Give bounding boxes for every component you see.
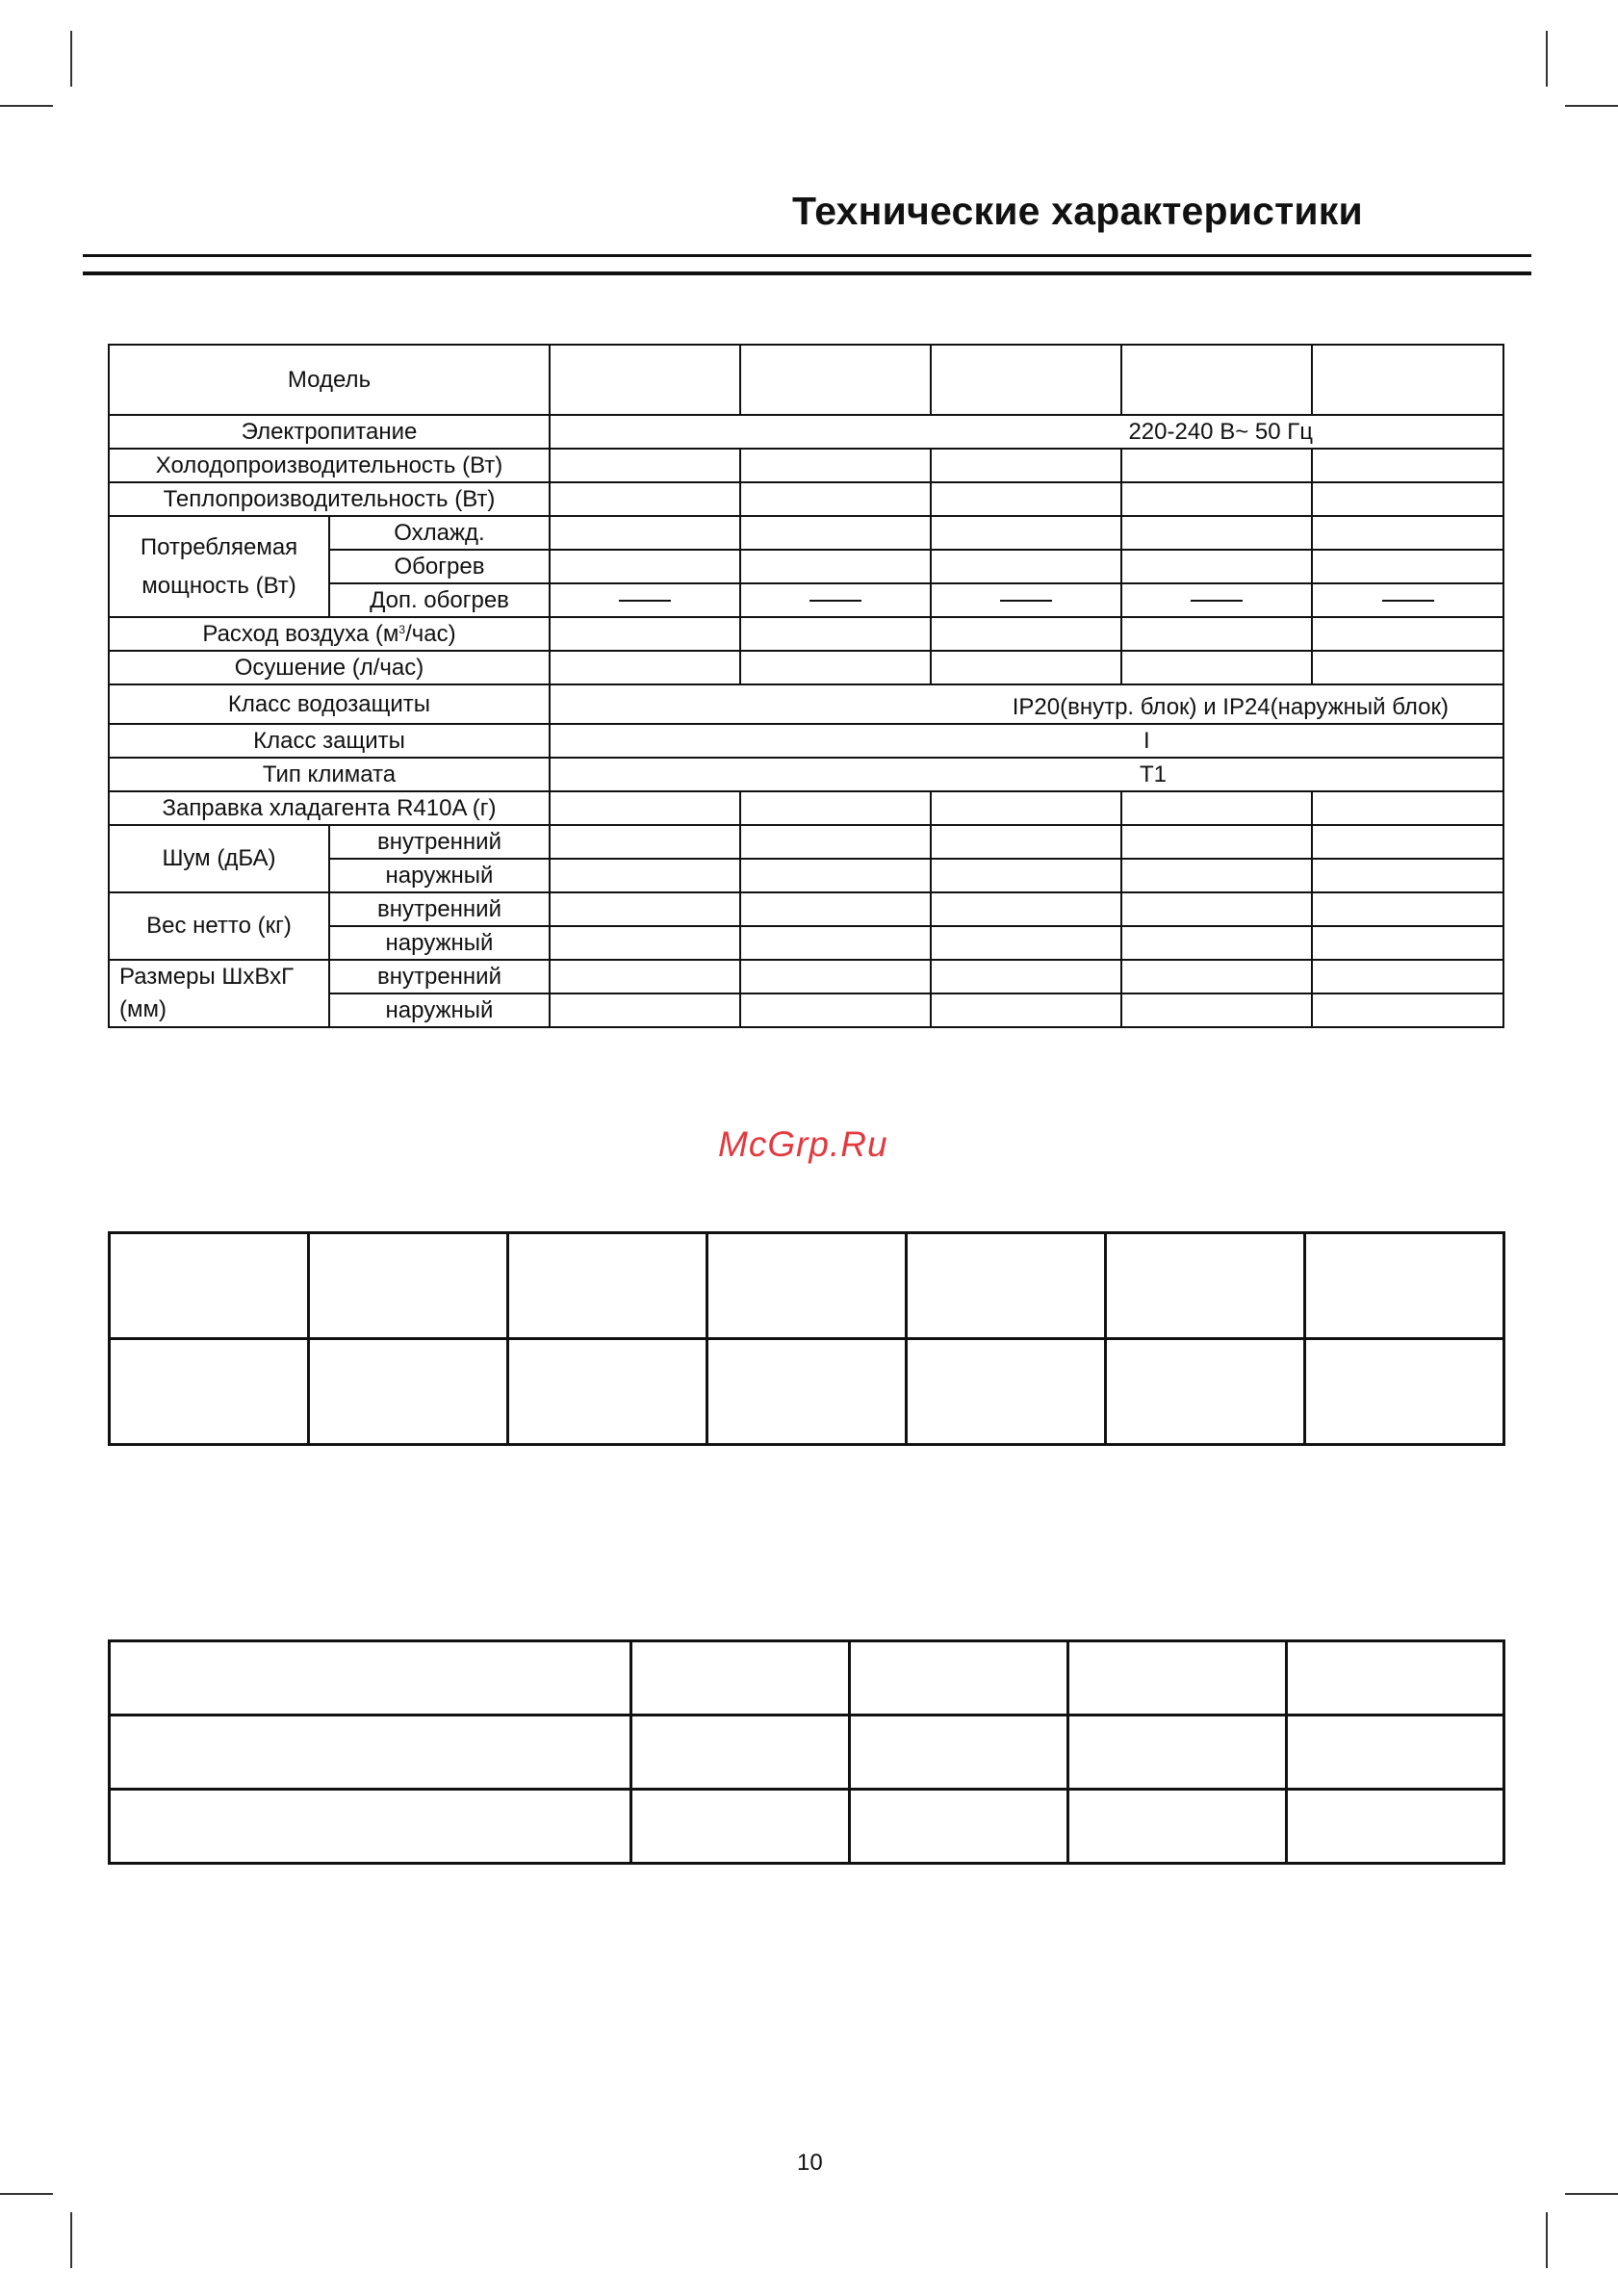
table-row xyxy=(109,684,1503,724)
noise-outdoor-label: наружный xyxy=(329,859,550,892)
value-cell xyxy=(550,617,740,651)
model-cell xyxy=(550,345,740,415)
dash-cell xyxy=(550,583,740,617)
value-cell xyxy=(1312,926,1503,960)
watermark: McGrp.Ru xyxy=(718,1124,888,1164)
empty-cell xyxy=(309,1233,508,1339)
value-cell xyxy=(740,960,931,993)
value-cell xyxy=(931,960,1121,993)
model-cell xyxy=(1121,345,1312,415)
table-row xyxy=(109,825,1503,859)
value-cell xyxy=(931,482,1121,516)
crop-mark xyxy=(70,31,72,87)
value-cell xyxy=(1312,482,1503,516)
dimensions-label xyxy=(109,960,329,1027)
value-cell xyxy=(740,859,931,892)
empty-cell xyxy=(631,1641,850,1716)
airflow-label-sup: 3 xyxy=(398,622,406,636)
value-cell xyxy=(1312,550,1503,583)
empty-cell xyxy=(707,1339,907,1445)
value-cell xyxy=(1312,449,1503,482)
net-weight-label: Вес нетто (кг) xyxy=(109,892,329,960)
dimensions-label-line2: (мм) xyxy=(119,996,167,1022)
heating-capacity-label: Теплопроизводительность (Вт) xyxy=(109,482,550,516)
value-cell xyxy=(550,449,740,482)
dimensions-indoor-label: внутренний xyxy=(329,960,550,993)
value-cell xyxy=(550,550,740,583)
crop-mark xyxy=(0,2193,53,2195)
model-label: Модель xyxy=(109,345,550,415)
value-cell xyxy=(1121,651,1312,684)
crop-mark xyxy=(70,2212,72,2268)
noise-indoor-label: внутренний xyxy=(329,825,550,859)
value-cell xyxy=(1121,516,1312,550)
value-cell xyxy=(740,825,931,859)
table-row xyxy=(109,724,1503,758)
page-title: Технические характеристики xyxy=(792,189,1363,233)
crop-mark xyxy=(1565,2193,1618,2195)
empty-cell xyxy=(850,1641,1068,1716)
value-cell xyxy=(931,449,1121,482)
value-cell xyxy=(931,617,1121,651)
table-row xyxy=(110,1790,1504,1864)
value-cell xyxy=(931,651,1121,684)
empty-cell xyxy=(1305,1233,1504,1339)
empty-cell xyxy=(110,1339,309,1445)
value-cell xyxy=(1312,516,1503,550)
model-cell xyxy=(740,345,931,415)
value-cell xyxy=(550,993,740,1027)
empty-cell xyxy=(309,1339,508,1445)
empty-cell xyxy=(1305,1339,1504,1445)
table-row xyxy=(109,617,1503,651)
value-cell xyxy=(550,859,740,892)
water-protection-value: IP20(внутр. блок) и IP24(наружный блок) xyxy=(550,684,1503,724)
power-cooling-label: Охлажд. xyxy=(329,516,550,550)
empty-cell xyxy=(907,1233,1106,1339)
dash-cell xyxy=(931,583,1121,617)
value-cell xyxy=(1121,960,1312,993)
value-cell xyxy=(1312,859,1503,892)
table-row xyxy=(110,1339,1504,1445)
value-cell xyxy=(1312,892,1503,926)
table-row xyxy=(109,415,1503,449)
weight-outdoor-label: наружный xyxy=(329,926,550,960)
value-cell xyxy=(1312,791,1503,825)
empty-cell xyxy=(1068,1790,1287,1864)
empty-cell xyxy=(707,1233,907,1339)
value-cell xyxy=(1121,617,1312,651)
empty-table-3 xyxy=(108,1639,1505,1865)
power-extra-heating-label: Доп. обогрев xyxy=(329,583,550,617)
climate-type-label: Тип климата xyxy=(109,758,550,791)
empty-cell xyxy=(110,1641,631,1716)
refrigerant-label: Заправка хладагента R410A (г) xyxy=(109,791,550,825)
header-rule-bottom xyxy=(83,271,1531,275)
empty-cell xyxy=(1106,1233,1305,1339)
value-cell xyxy=(1121,482,1312,516)
climate-type-value: T1 xyxy=(550,758,1503,791)
protection-class-label: Класс защиты xyxy=(109,724,550,758)
dash-mark xyxy=(1382,600,1434,602)
weight-indoor-label: внутренний xyxy=(329,892,550,926)
table-row xyxy=(110,1716,1504,1790)
value-cell xyxy=(550,926,740,960)
table-row xyxy=(110,1233,1504,1339)
empty-cell xyxy=(1287,1790,1504,1864)
cooling-capacity-label: Холодопроизводительность (Вт) xyxy=(109,449,550,482)
value-cell xyxy=(740,993,931,1027)
value-cell xyxy=(740,516,931,550)
value-cell xyxy=(1121,449,1312,482)
power-consumption-label xyxy=(109,516,329,617)
value-cell xyxy=(740,926,931,960)
empty-cell xyxy=(1068,1716,1287,1790)
empty-table-2 xyxy=(108,1231,1505,1446)
airflow-label-text: Расход воздуха (м xyxy=(202,620,399,647)
value-cell xyxy=(1121,926,1312,960)
airflow-label-unit: /час) xyxy=(405,620,456,647)
dehumidification-label: Осушение (л/час) xyxy=(109,651,550,684)
empty-cell xyxy=(1068,1641,1287,1716)
value-cell xyxy=(931,892,1121,926)
spec-table xyxy=(108,344,1504,1028)
dimensions-label-line1: Размеры ШхВхГ xyxy=(119,964,295,990)
value-cell xyxy=(931,993,1121,1027)
empty-cell xyxy=(850,1716,1068,1790)
table-row xyxy=(109,892,1503,926)
dash-mark xyxy=(1191,600,1243,602)
crop-mark xyxy=(1546,2212,1548,2268)
value-cell xyxy=(550,651,740,684)
airflow-label xyxy=(109,617,550,651)
value-cell xyxy=(931,926,1121,960)
power-consumption-label-line1: Потребляемая xyxy=(140,533,298,560)
table-row xyxy=(109,345,1503,415)
value-cell xyxy=(1121,859,1312,892)
value-cell xyxy=(931,791,1121,825)
dash-mark xyxy=(619,600,671,602)
table-row xyxy=(109,758,1503,791)
value-cell xyxy=(740,482,931,516)
power-supply-label: Электропитание xyxy=(109,415,550,449)
value-cell xyxy=(931,550,1121,583)
empty-cell xyxy=(631,1790,850,1864)
value-cell xyxy=(550,892,740,926)
value-cell xyxy=(1121,993,1312,1027)
value-cell xyxy=(931,825,1121,859)
dash-mark xyxy=(809,600,861,602)
model-cell xyxy=(1312,345,1503,415)
empty-cell xyxy=(907,1339,1106,1445)
dash-cell xyxy=(1121,583,1312,617)
table-row xyxy=(109,516,1503,550)
empty-cell xyxy=(110,1233,309,1339)
dash-cell xyxy=(740,583,931,617)
noise-label: Шум (дБА) xyxy=(109,825,329,892)
water-protection-label: Класс водозащиты xyxy=(109,684,550,724)
table-row xyxy=(109,482,1503,516)
value-cell xyxy=(740,449,931,482)
value-cell xyxy=(1312,993,1503,1027)
page-number: 10 xyxy=(797,2150,823,2176)
value-cell xyxy=(1121,791,1312,825)
value-cell xyxy=(1312,617,1503,651)
value-cell xyxy=(931,859,1121,892)
protection-class-value: I xyxy=(550,724,1503,758)
value-cell xyxy=(550,482,740,516)
empty-cell xyxy=(850,1790,1068,1864)
value-cell xyxy=(550,516,740,550)
value-cell xyxy=(740,791,931,825)
table-row xyxy=(109,960,1503,993)
value-cell xyxy=(1121,892,1312,926)
value-cell xyxy=(1312,825,1503,859)
table-row xyxy=(109,651,1503,684)
table-row xyxy=(109,791,1503,825)
value-cell xyxy=(1121,825,1312,859)
model-cell xyxy=(931,345,1121,415)
dash-mark xyxy=(1000,600,1052,602)
power-consumption-label-line2: мощность (Вт) xyxy=(141,572,296,599)
value-cell xyxy=(740,617,931,651)
empty-cell xyxy=(110,1790,631,1864)
power-heating-label: Обогрев xyxy=(329,550,550,583)
empty-cell xyxy=(1287,1716,1504,1790)
empty-cell xyxy=(110,1716,631,1790)
dimensions-outdoor-label: наружный xyxy=(329,993,550,1027)
crop-mark xyxy=(1546,31,1548,87)
empty-cell xyxy=(1287,1641,1504,1716)
value-cell xyxy=(550,791,740,825)
value-cell xyxy=(550,960,740,993)
value-cell xyxy=(931,516,1121,550)
empty-cell xyxy=(631,1716,850,1790)
value-cell xyxy=(740,550,931,583)
empty-cell xyxy=(508,1233,707,1339)
power-supply-value: 220-240 В~ 50 Гц xyxy=(550,415,1503,449)
crop-mark xyxy=(0,105,53,107)
value-cell xyxy=(1312,651,1503,684)
crop-mark xyxy=(1565,105,1618,107)
value-cell xyxy=(740,651,931,684)
dash-cell xyxy=(1312,583,1503,617)
empty-cell xyxy=(508,1339,707,1445)
empty-cell xyxy=(1106,1339,1305,1445)
table-row xyxy=(109,449,1503,482)
value-cell xyxy=(1312,960,1503,993)
table-row xyxy=(110,1641,1504,1716)
value-cell xyxy=(1121,550,1312,583)
header-rule-top xyxy=(83,254,1531,257)
value-cell xyxy=(550,825,740,859)
value-cell xyxy=(740,892,931,926)
